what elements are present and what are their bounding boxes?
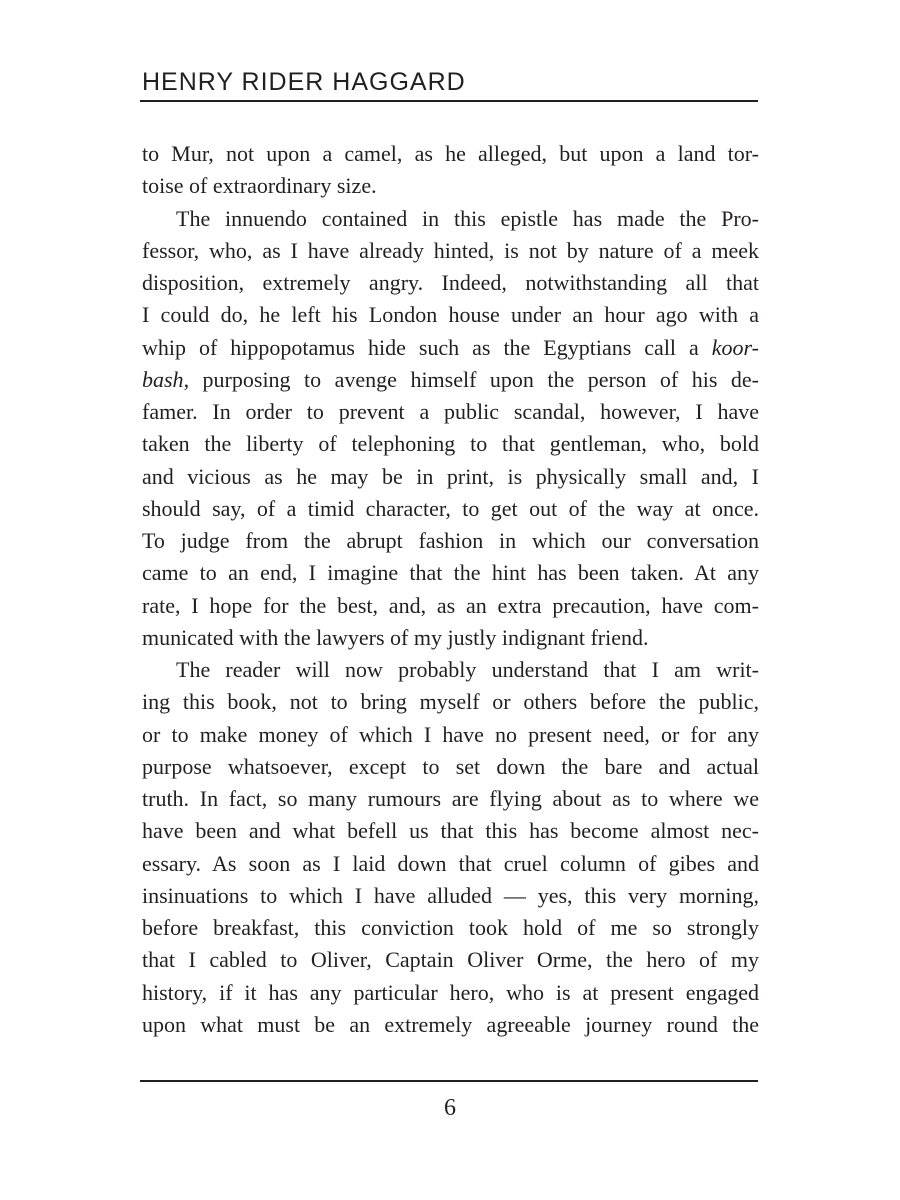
text-line: that I cabled to Oliver, Captain Oliver Orme, the hero of my <box>142 947 759 973</box>
header-rule <box>140 100 758 102</box>
italic-word: bash <box>142 366 184 392</box>
text-line: truth. In fact, so many rumours are flying about as to where we <box>142 786 759 811</box>
text-line: before breakfast, this conviction took hold of me so strongly <box>142 915 759 940</box>
running-head: HENRY RIDER HAGGARD <box>142 68 466 96</box>
text-line: insinuations to which I have alluded — yes, this very morning, <box>142 882 759 908</box>
text-line: fessor, who, as I have already hinted, is not by nature of a meek <box>142 237 759 263</box>
text-line: to Mur, not upon a camel, as he alleged, but upon a land tor- <box>142 141 759 166</box>
text-line: rate, I hope for the best, and, as an extra precaution, have com- <box>142 592 759 618</box>
text-line: bash, purposing to avenge himself upon the person of his de- <box>142 366 759 392</box>
body-text <box>142 138 759 1041</box>
text-line: and vicious as he may be in print, is physically small and, I <box>142 463 759 489</box>
text-line: whip of hippopotamus hide such as the Egyptians call a koor- <box>142 334 759 360</box>
text-line: municated with the lawyers of my justly indignant friend. <box>142 624 649 650</box>
text-line: history, if it has any particular hero, who is at present engaged <box>142 979 759 1005</box>
text-line: famer. In order to prevent a public scandal, however, I have <box>142 399 759 424</box>
text-line: upon what must be an extremely agreeable journey round the <box>142 1011 759 1037</box>
text-line: should say, of a timid character, to get out of the way at once. <box>142 495 759 521</box>
text-line: The innuendo contained in this epistle has made the Pro- <box>176 205 759 231</box>
text-line: To judge from the abrupt fashion in which our conversation <box>142 528 759 553</box>
text-line: taken the liberty of telephoning to that gentleman, who, bold <box>142 431 759 457</box>
text-line: or to make money of which I have no present need, or for any <box>142 721 759 747</box>
text-line: toise of extraordinary size. <box>142 173 377 199</box>
text-line: came to an end, I imagine that the hint has been taken. At any <box>142 560 759 586</box>
text-line: purpose whatsoever, except to set down the bare and actual <box>142 753 759 779</box>
text-line: ing this book, not to bring myself or others before the public, <box>142 689 759 715</box>
page-number: 6 <box>444 1095 456 1121</box>
footer-rule <box>140 1080 758 1082</box>
text-line: The reader will now probably understand that I am writ- <box>176 657 759 682</box>
text-line: I could do, he left his London house under an hour ago with a <box>142 302 759 328</box>
text-line: essary. As soon as I laid down that cruel column of gibes and <box>142 850 759 876</box>
text-line: disposition, extremely angry. Indeed, notwithstanding all that <box>142 270 759 295</box>
italic-word: koor- <box>711 334 759 360</box>
text-line: have been and what befell us that this has become almost nec- <box>142 818 759 844</box>
